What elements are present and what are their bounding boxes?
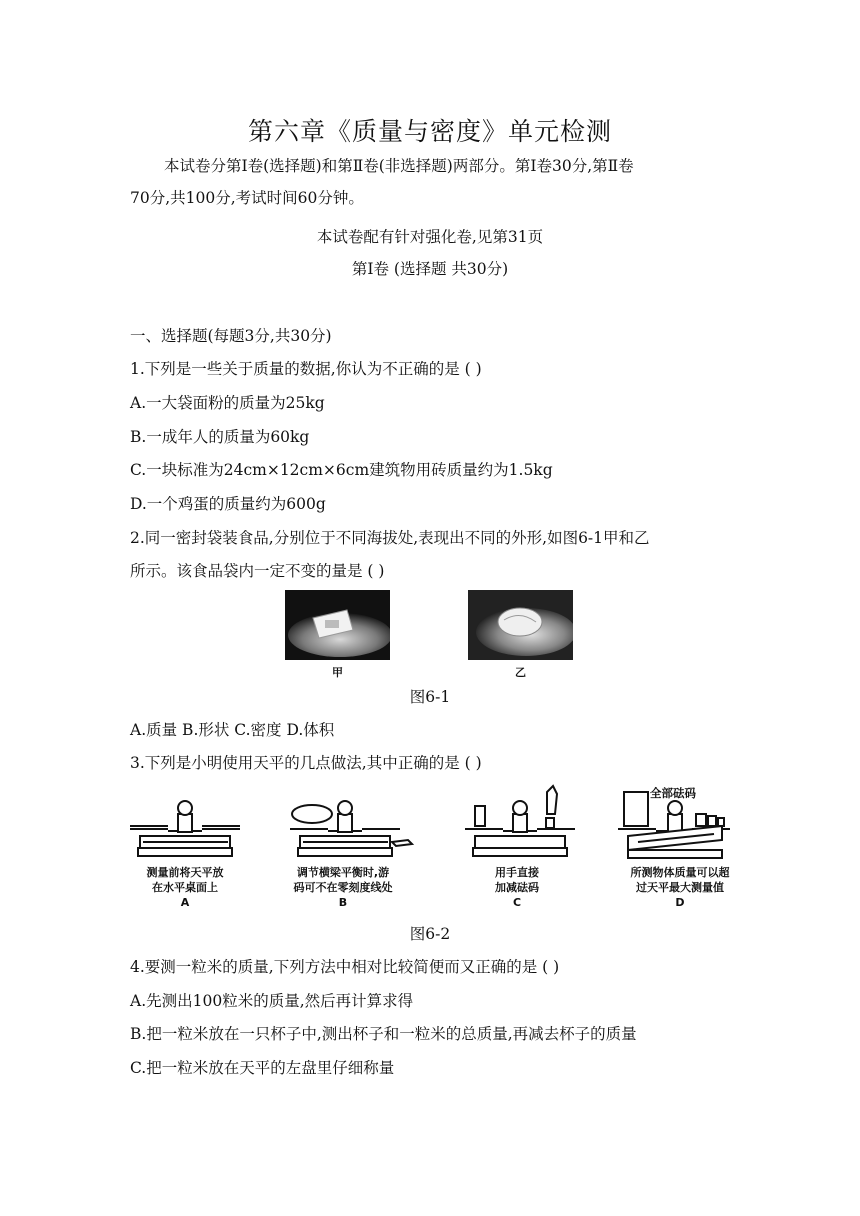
figure-a-text-2: 在水平桌面上	[152, 881, 218, 894]
question-4-option-c: C.把一粒米放在天平的左盘里仔细称量	[130, 1059, 395, 1077]
reinforcement-note: 本试卷配有针对强化卷,见第31页	[316, 228, 544, 246]
food-bag-photo-right	[468, 590, 573, 660]
intro-line-2: 70分,共100分,考试时间60分钟。	[130, 189, 364, 207]
question-1-option-b: B.一成年人的质量为60kg	[130, 428, 310, 446]
question-4-option-a: A.先测出100粒米的质量,然后再计算求得	[130, 992, 414, 1010]
figure-c-letter: C	[512, 896, 522, 909]
question-3-stem: 3.下列是小明使用天平的几点做法,其中正确的是 ( )	[130, 754, 482, 772]
figure-c-text-1: 用手直接	[495, 866, 539, 879]
figure-a-text-1: 测量前将天平放	[146, 866, 224, 879]
question-1-option-d: D.一个鸡蛋的质量约为600g	[130, 495, 326, 513]
question-2-stem-line-1: 2.同一密封袋装食品,分别位于不同海拔处,表现出不同的外形,如图6-1甲和乙	[130, 529, 650, 547]
figure-b-letter: B	[338, 896, 348, 909]
question-4-stem: 4.要测一粒米的质量,下列方法中相对比较简便而又正确的是 ( )	[130, 958, 560, 976]
page-title: 第六章《质量与密度》单元检测	[247, 117, 612, 146]
figure-d-caption	[615, 865, 745, 910]
figure-d-text-2: 过天平最大测量值	[636, 881, 724, 894]
balance-a-illustration	[130, 801, 240, 856]
question-2-options: A.质量 B.形状 C.密度 D.体积	[130, 721, 335, 739]
question-1-option-a: A.一大袋面粉的质量为25kg	[130, 394, 325, 412]
question-2-stem-line-2: 所示。该食品袋内一定不变的量是 ( )	[130, 562, 385, 580]
question-1-option-c: C.一块标准为24cm×12cm×6cm建筑物用砖质量约为1.5kg	[130, 461, 553, 479]
figure-c-text-2: 加减砝码	[495, 881, 539, 894]
section-heading: 一、选择题(每题3分,共30分)	[130, 327, 332, 345]
figure-a-caption	[125, 865, 245, 910]
figure-d-text-1: 所测物体质量可以超	[630, 866, 730, 879]
question-1-stem: 1.下列是一些关于质量的数据,你认为不正确的是 ( )	[130, 360, 482, 378]
part-one-heading: 第Ⅰ卷 (选择题 共30分)	[351, 260, 509, 278]
figure-c-caption	[462, 865, 572, 910]
figure-b-caption	[278, 865, 408, 910]
photo-left-label: 甲	[332, 666, 343, 679]
figure-b-text-2: 码可不在零刻度线处	[293, 881, 393, 894]
figure-d-top-label: 全部砝码	[650, 786, 696, 800]
figure-b-text-1: 调节横梁平衡时,游	[296, 866, 390, 879]
figure-a-letter: A	[180, 896, 190, 909]
figure-6-1-caption: 图6-1	[409, 688, 451, 706]
figure-6-2-caption: 图6-2	[409, 925, 451, 943]
intro-line-1: 本试卷分第Ⅰ卷(选择题)和第Ⅱ卷(非选择题)两部分。第Ⅰ卷30分,第Ⅱ卷	[164, 157, 634, 175]
photo-right-label: 乙	[515, 666, 526, 679]
food-bag-photo-left	[285, 590, 390, 660]
question-4-option-b: B.把一粒米放在一只杯子中,测出杯子和一粒米的总质量,再减去杯子的质量	[130, 1025, 637, 1043]
figure-d-letter: D	[675, 896, 685, 909]
